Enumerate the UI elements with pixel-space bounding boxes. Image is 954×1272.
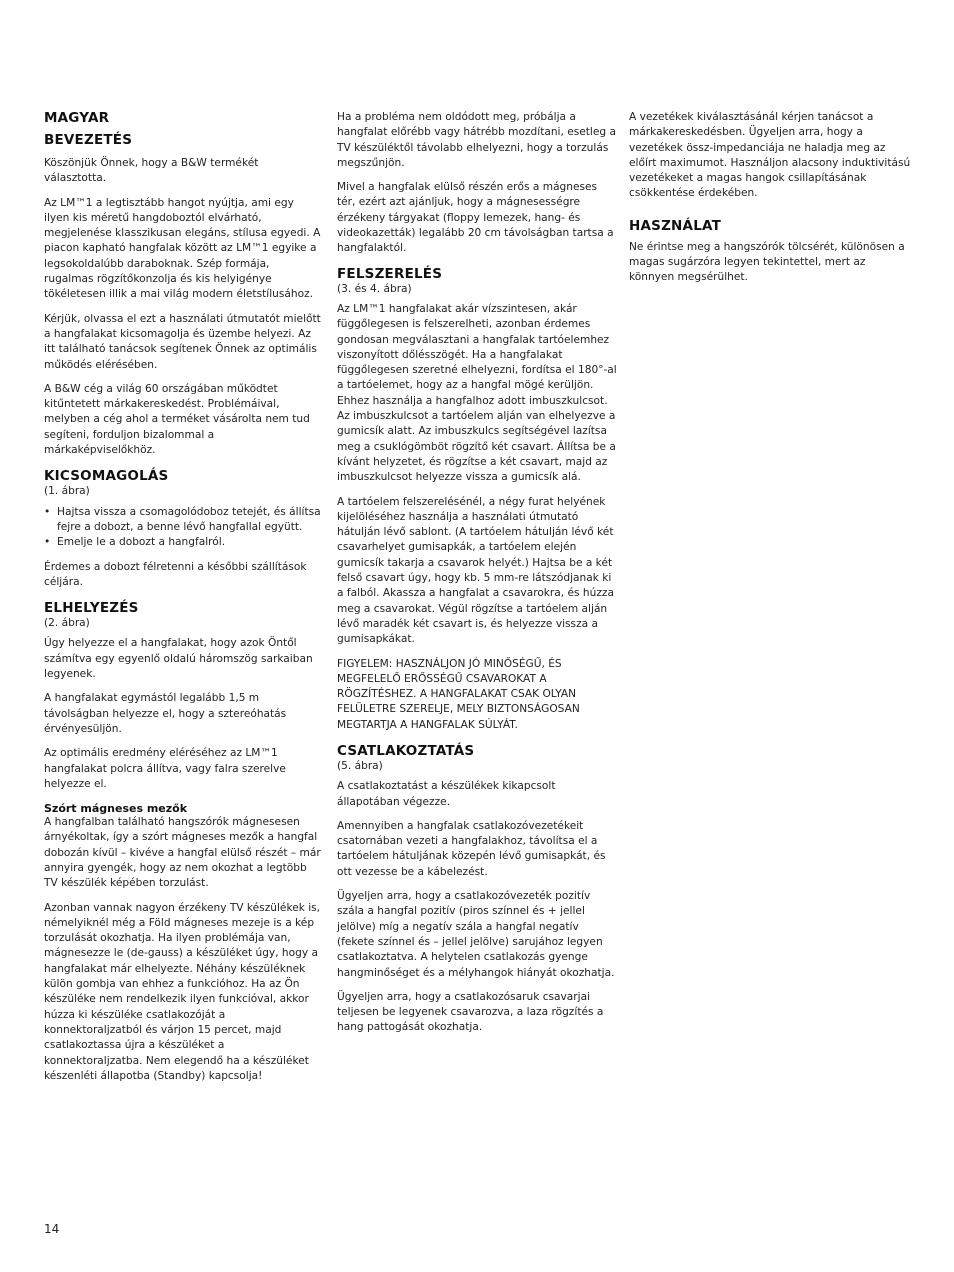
- magnetic-paragraph-3: Ha a probléma nem oldódott meg, próbálja a hangfalat előrébb vagy hátrébb mozdítani, esetleg a TV készüléktől távolabb elhelyezni, hogy a torzulás megszűnjön.: [337, 111, 616, 169]
- placement-figure-ref: (2. ábra): [44, 617, 90, 630]
- connection-paragraph-3: Ügyeljen arra, hogy a csatlakozóvezeték pozitív szála a hangfal pozitív (piros színnel és + jellel jelölve) míg a negatív szála a hangfal negatív (fekete színnel és – jellel jelölve) sarujához legyen csatlakoztatva. A helytelen csatlakozás gyenge hangminőséget és a mélyhangok hiányát okozhatja.: [337, 890, 615, 979]
- language-heading: MAGYAR: [44, 110, 110, 126]
- use-paragraph: Ne érintse meg a hangszórók tölcsérét, különösen a magas sugárzóra legyen tekintettel, mert az könnyen megsérülhet.: [629, 240, 905, 284]
- intro-paragraph-3: Kérjük, olvassa el ezt a használati útmutatót mielőtt a hangfalakat kicsomagolja és üzembe helyezi. Az itt található tanácsok segítenek Önnek az optimális működés elérésében.: [44, 312, 321, 371]
- magnetic-paragraph-1: A hangfalban található hangszórók mágnesesen árnyékoltak, így a szórt mágneses mezők a hangfal dobozán kívül – kivéve a hangfal elülső részét – már annyira gyengék, hogy az nem okozhat a legtöbb TV készülék képében torzulást.: [44, 816, 321, 890]
- connection-heading: CSATLAKOZTATÁS: [337, 742, 475, 759]
- section-placement: [44, 600, 322, 792]
- magnetic-paragraph-4: Mivel a hangfalak elülső részén erős a mágneses tér, ezért azt ajánljuk, hogy a mágnesességre érzékeny tárgyakat (floppy lemezek, hang- és videokazetták) legalább 20 cm távolságban tartsa a hangfalaktól.: [337, 181, 614, 255]
- section-use: [629, 218, 911, 286]
- section-intro: [44, 132, 322, 458]
- mounting-figure-ref: (3. és 4. ábra): [337, 282, 412, 295]
- placement-paragraph-3: Az optimális eredmény eléréséhez az LM™1 hangfalakat polcra állítva, vagy falra szerelve helyezze el.: [44, 747, 286, 790]
- connection-figure-ref: (5. ábra): [337, 759, 383, 772]
- mounting-heading: FELSZERELÉS: [337, 265, 443, 282]
- intro-paragraph-2: Az LM™1 a legtisztább hangot nyújtja, ami egy ilyen kis méretű hangdoboztól elvárható, megjelenése klasszikusan elegáns, stílusa egyedi. A piacon kapható hangfalak között az LM™1 egyike a legsokoldalúbb daraboknak. Szép formája, rugalmas rögzítőkonzolja és kis helyigénye tökéletesen illik a mai világ modern életstílusához.: [44, 196, 321, 301]
- intro-paragraph-4: A B&W cég a világ 60 országában működtet kitűntetett márkakereskedést. Problémáival, melyben a cég ahol a terméket vásárolta nem tud segíteni, forduljon bizalommal a márkaképviselőkhöz.: [44, 382, 310, 457]
- page-number: 14: [44, 1222, 60, 1236]
- section-unpacking: [44, 468, 322, 590]
- column-2: [337, 110, 617, 1046]
- mounting-paragraph-2: A tartóelem felszerelésénél, a négy furat helyének kijelöléséhez használja a használati útmutató hátulján lévő sablont. (A tartóelem hátulján lévő két csavarhelyet gumisapkák, a tartóelem elején gumicsík takarja a csavarok helyét.) Hajtsa be a két felső csavart úgy, hogy kb. 5 mm-re látszódjanak ki a falból. Akassza a hangfalat a csavarokra, és húzza meg a csavarokat. Végül rögzítse a tartóelem alján lévő maradék két csavart is, és helyezze vissza a gumisapkákat.: [337, 495, 614, 646]
- connection-paragraph-4: Ügyeljen arra, hogy a csatlakozósaruk csavarjai teljesen be legyenek csavarozva, a laza rögzítés a hang pattogását okozhatja.: [337, 990, 604, 1034]
- magnetic-heading: Szórt mágneses mezők: [44, 802, 188, 816]
- list-item: • Emelje le a dobozt a hangfalról.: [44, 535, 322, 550]
- unpacking-figure-ref: (1. ábra): [44, 485, 90, 498]
- section-magnetic: [44, 802, 322, 1084]
- section-mounting: [337, 266, 617, 733]
- intro-paragraph-1: Köszönjük Önnek, hogy a B&W termékét választotta.: [44, 157, 259, 185]
- unpacking-heading: KICSOMAGOLÁS: [44, 468, 169, 485]
- placement-paragraph-1: Úgy helyezze el a hangfalakat, hogy azok Öntől számítva egy egyenlő oldalú háromszög sarkaiban legyenek.: [44, 637, 313, 681]
- column-1: [44, 110, 322, 1094]
- cable-paragraph: A vezetékek kiválasztásánál kérjen tanácsot a márkakereskedésben. Ügyeljen arra, hogy a vezetékek össz-impedanciája ne haladja meg az előírt maximumot. Használjon alacsony induktivitású vezetékeket a magas hangok csillapításának csökkentése érdekében.: [629, 111, 911, 200]
- connection-paragraph-2: Amennyiben a hangfalak csatlakozóvezetékeit csatornában vezeti a hangfalakhoz, távolítsa el a tartóelem hátuljának közepén lévő gumisapkát, és ott vezesse be a kábelezést.: [337, 819, 606, 878]
- placement-heading: ELHELYEZÉS: [44, 600, 139, 617]
- section-connection: [337, 743, 617, 1036]
- list-item: • Hajtsa vissza a csomagolódoboz tetejét, és állítsa fejre a dobozt, a benne lévő hangfallal együtt.: [44, 505, 322, 536]
- mounting-warning: FIGYELEM: HASZNÁLJON JÓ MINŐSÉGŰ, ÉS MEGFELELŐ ERŐSSÉGŰ CSAVAROKAT A RÖGZÍTÉSHEZ. A HANGFALAKAT CSAK OLYAN FELÜLETRE SZERELJE, MELY BIZTONSÁGOSAN MEGTARTJA A HANGFALAK SÚLYÁT.: [337, 657, 580, 731]
- magnetic-paragraph-2: Azonban vannak nagyon érzékeny TV készülékek is, némelyiknél még a Föld mágneses mezeje is a kép torzulását okozhatja. Ha ilyen problémája van, mágnesezze le (de-gauss) a készüléket úgy, hogy a hangfalakat már elhelyezte. Néhány készüléknek külön gombja van ehhez a funkcióhoz. Ha az Ön készüléke nem rendelkezik ilyen funkcióval, akkor húzza ki készüléke csatlakozóját a konnektoraljzatból és várjon 15 percet, majd csatlakoztassa újra a készüléket a konnektoraljzatba. Nem elegendő ha a készüléket készenléti állapotba (Standby) kapcsolja!: [44, 901, 321, 1082]
- intro-heading: BEVEZETÉS: [44, 132, 133, 148]
- use-heading: HASZNÁLAT: [629, 217, 722, 234]
- unpacking-paragraph: Érdemes a dobozt félretenni a későbbi szállítások céljára.: [44, 560, 307, 588]
- connection-paragraph-1: A csatlakoztatást a készülékek kikapcsolt állapotában végezze.: [337, 780, 556, 808]
- placement-paragraph-2: A hangfalakat egymástól legalább 1,5 m távolságban helyezze el, hogy a sztereóhatás érvényesüljön.: [44, 692, 287, 735]
- column-3: [629, 110, 911, 296]
- unpacking-list: [44, 505, 322, 551]
- mounting-paragraph-1: Az LM™1 hangfalakat akár vízszintesen, akár függőlegesen is felszerelheti, azonban érdemes gondosan megválasztani a hangfalak tartóelemhez viszonyított dőlésszögét. Ha a hangfalakat függőlegesen szeretné elhelyezni, fordítsa el 180°-al a tartóelemet, hogy az a hangfal mögé kerüljön. Ehhez használja a hangfalhoz adott imbuszkulcsot. Az imbuszkulcsot a tartóelem alján van elhelyezve a gumicsík alatt. Az imbuszkulcs segítségével lazítsa meg a csuklógömböt rögzítő két csavart. Állítsa be a kívánt helyzetet, és rögzítse a két csavart, majd az imbuszkulcsot helyezze vissza a gumicsík alá.: [337, 302, 617, 484]
